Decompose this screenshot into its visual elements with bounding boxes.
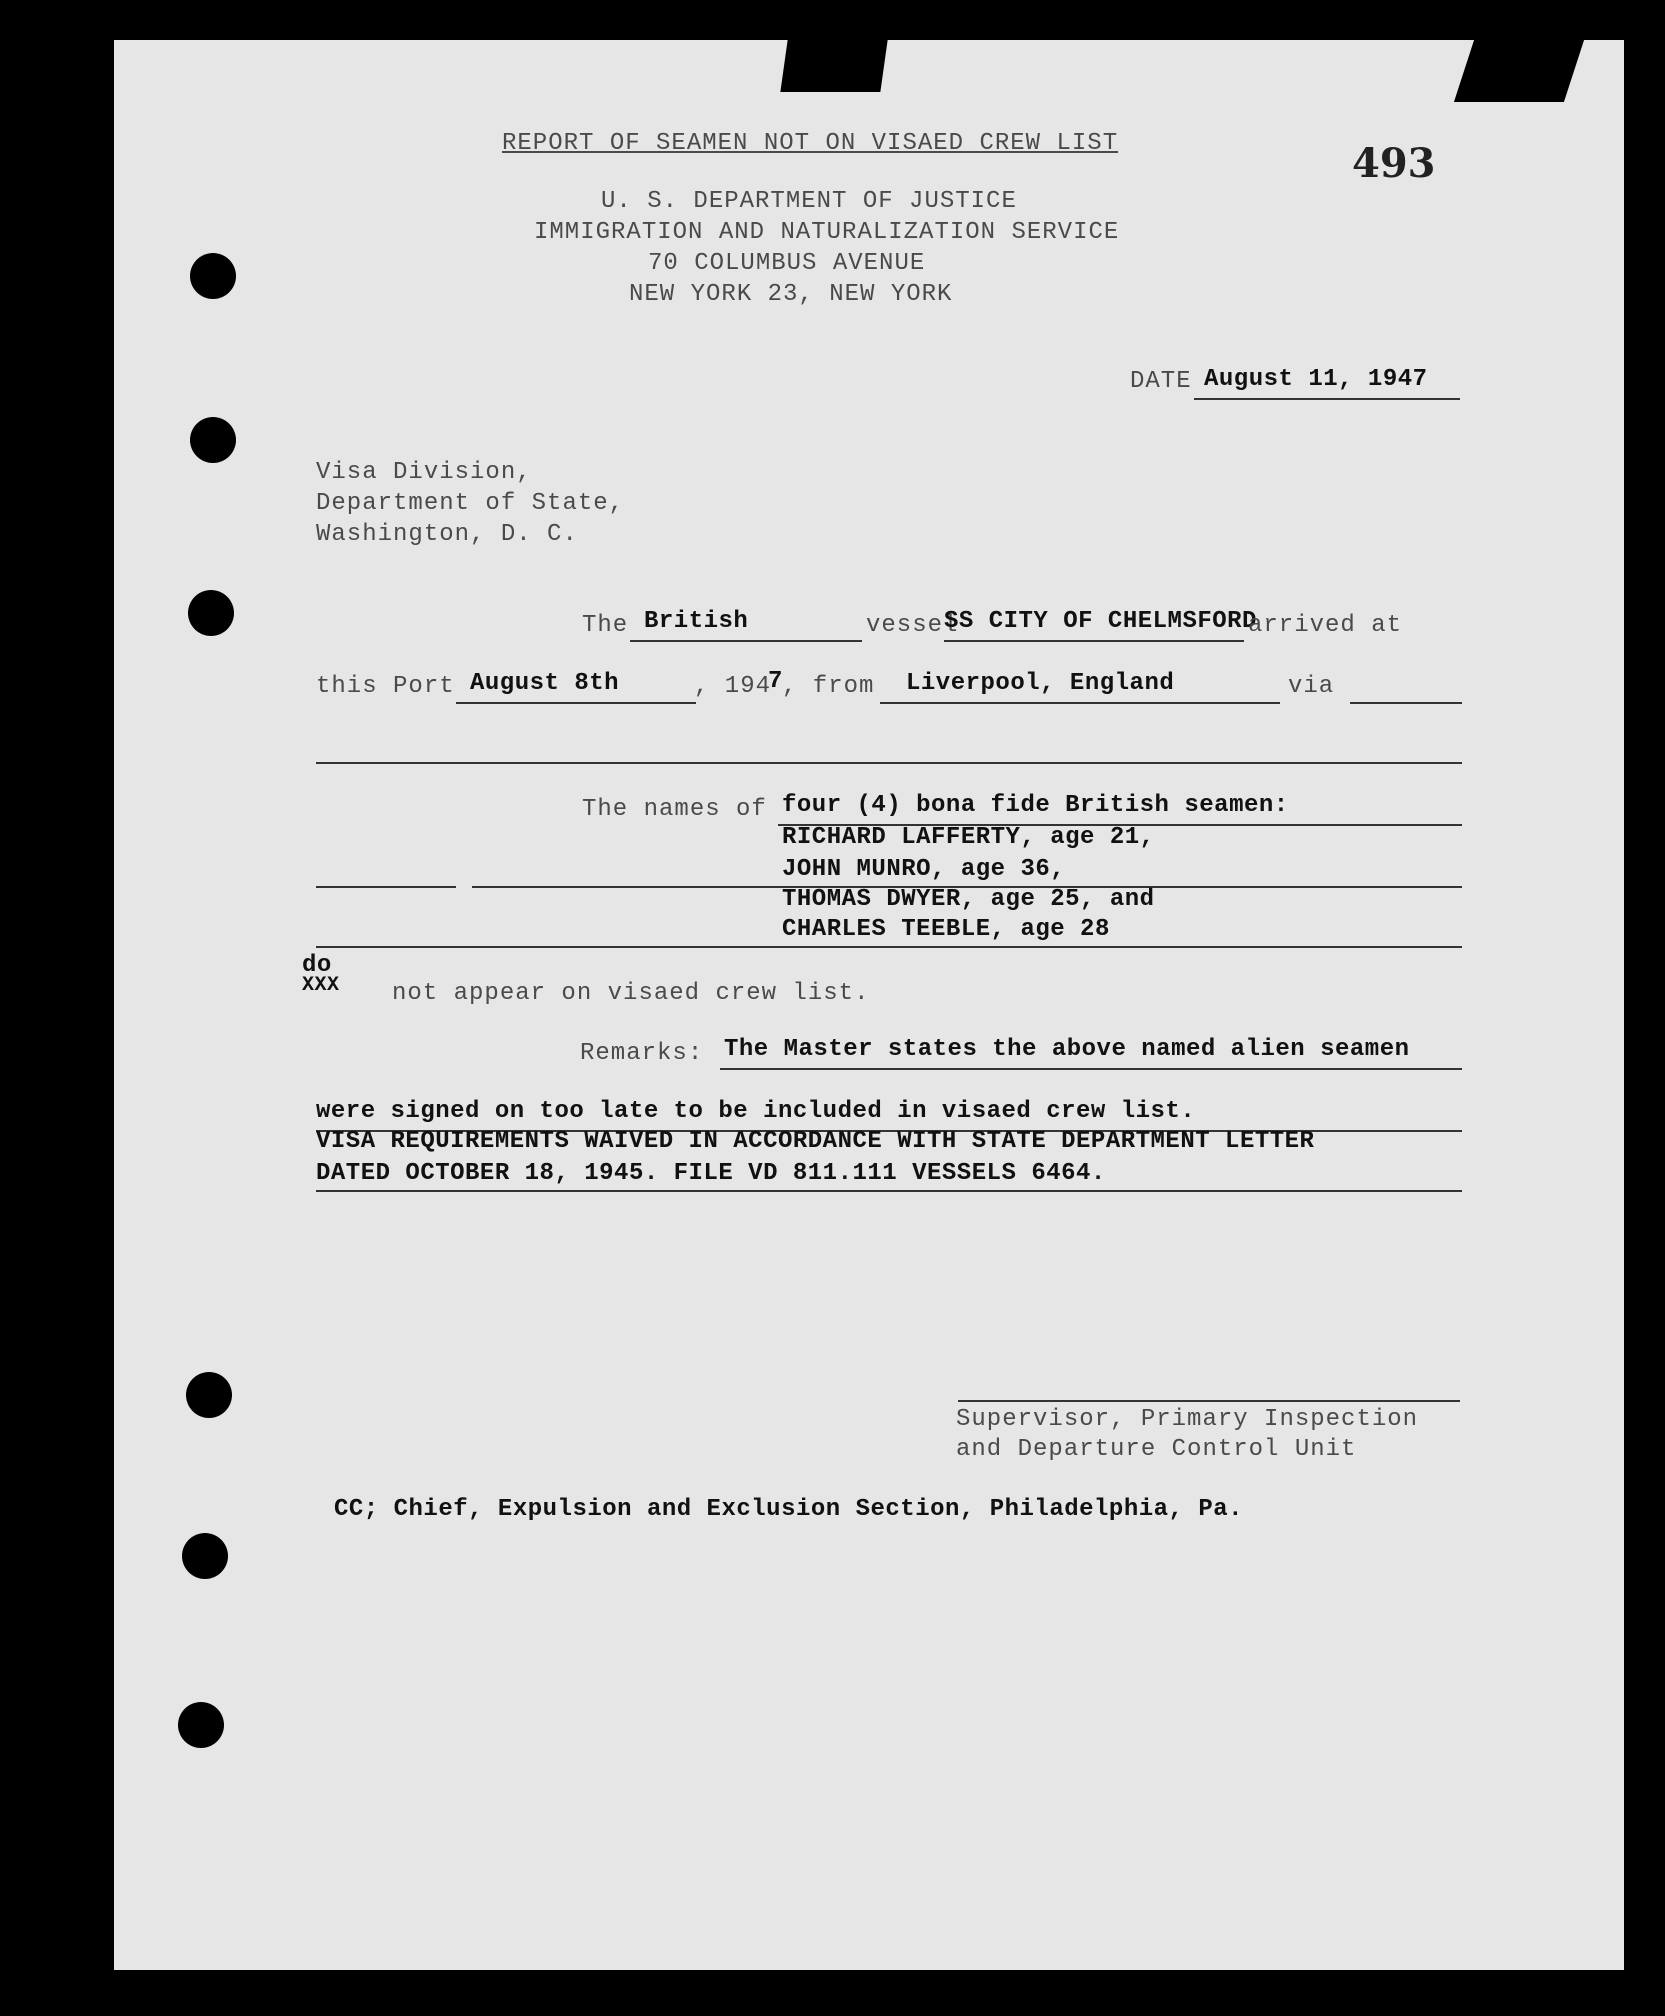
arrival-date-underline xyxy=(456,702,696,704)
origin-underline xyxy=(880,702,1280,704)
punch-hole xyxy=(188,590,234,636)
remarks-line-2: were signed on too late to be included in visaed crew list. xyxy=(316,1098,1196,1125)
punch-hole xyxy=(190,417,236,463)
punch-hole xyxy=(182,1533,228,1579)
names-line-1: four (4) bona fide British seamen: xyxy=(782,792,1289,819)
cc-line: CC; Chief, Expulsion and Exclusion Section, Philadelphia, Pa. xyxy=(334,1496,1244,1523)
remarks-line-3: VISA REQUIREMENTS WAIVED IN ACCORDANCE WITH STATE DEPARTMENT LETTER xyxy=(316,1128,1315,1155)
agency-line-1: U. S. DEPARTMENT OF JUSTICE xyxy=(601,188,1017,215)
names-underline-3 xyxy=(316,946,1462,948)
names-line-3: JOHN MUNRO, age 36, xyxy=(782,856,1066,883)
signature-title-2: and Departure Control Unit xyxy=(956,1436,1357,1463)
remarks-underline-1 xyxy=(720,1068,1462,1070)
vessel-label: vessel xyxy=(866,612,959,639)
nationality-underline xyxy=(630,640,862,642)
remarks-label: Remarks: xyxy=(580,1040,704,1067)
arrival-date: August 8th xyxy=(470,670,620,697)
agency-line-4: NEW YORK 23, NEW YORK xyxy=(629,281,953,308)
not-appear-text: not appear on visaed crew list. xyxy=(392,980,870,1007)
from-label: , from xyxy=(782,673,875,700)
addressee-line-2: Department of State, xyxy=(316,490,625,517)
via-label: via xyxy=(1288,673,1335,700)
vessel-underline xyxy=(944,640,1244,642)
document-page xyxy=(114,40,1624,1970)
tear-mark-left xyxy=(780,40,887,92)
year-suffix: 7 xyxy=(768,668,783,695)
punch-hole xyxy=(178,1702,224,1748)
remarks-line-4: DATED OCTOBER 18, 1945. FILE VD 811.111 VESSELS 6464. xyxy=(316,1160,1106,1187)
signature-line xyxy=(958,1400,1460,1402)
via-underline xyxy=(1350,702,1462,704)
page-number: 493 xyxy=(1352,140,1436,187)
tear-mark-right xyxy=(1454,40,1584,102)
verb-struck: XXX xyxy=(302,974,340,997)
agency-line-3: 70 COLUMBUS AVENUE xyxy=(648,250,926,277)
date-underline xyxy=(1194,398,1460,400)
names-line-5: CHARLES TEEBLE, age 28 xyxy=(782,916,1110,943)
date-label: DATE xyxy=(1130,368,1192,395)
remarks-line-1: The Master states the above named alien seamen xyxy=(724,1036,1410,1063)
origin-value: Liverpool, England xyxy=(906,670,1175,697)
nationality-value: British xyxy=(644,608,749,635)
signature-title-1: Supervisor, Primary Inspection xyxy=(956,1406,1419,1433)
vessel-name: SS CITY OF CHELMSFORD xyxy=(944,608,1257,635)
port-label: this Port xyxy=(316,673,455,700)
year-prefix: , 194 xyxy=(694,673,772,700)
punch-hole xyxy=(186,1372,232,1418)
arrived-label: arrived at xyxy=(1248,612,1403,639)
addressee-line-1: Visa Division, xyxy=(316,459,532,486)
names-underline-2a xyxy=(316,886,456,888)
form-title: REPORT OF SEAMEN NOT ON VISAED CREW LIST xyxy=(502,130,1119,157)
date-value: August 11, 1947 xyxy=(1204,366,1428,393)
names-line-4: THOMAS DWYER, age 25, and xyxy=(782,886,1155,913)
blank-line xyxy=(316,762,1462,764)
remarks-underline-3 xyxy=(316,1190,1462,1192)
agency-line-2: IMMIGRATION AND NATURALIZATION SERVICE xyxy=(534,219,1120,246)
addressee-line-3: Washington, D. C. xyxy=(316,521,578,548)
verb-typed: do xyxy=(302,952,332,979)
names-label: The names of xyxy=(582,796,767,823)
the-label: The xyxy=(582,612,629,639)
names-line-2: RICHARD LAFFERTY, age 21, xyxy=(782,824,1155,851)
punch-hole xyxy=(190,253,236,299)
